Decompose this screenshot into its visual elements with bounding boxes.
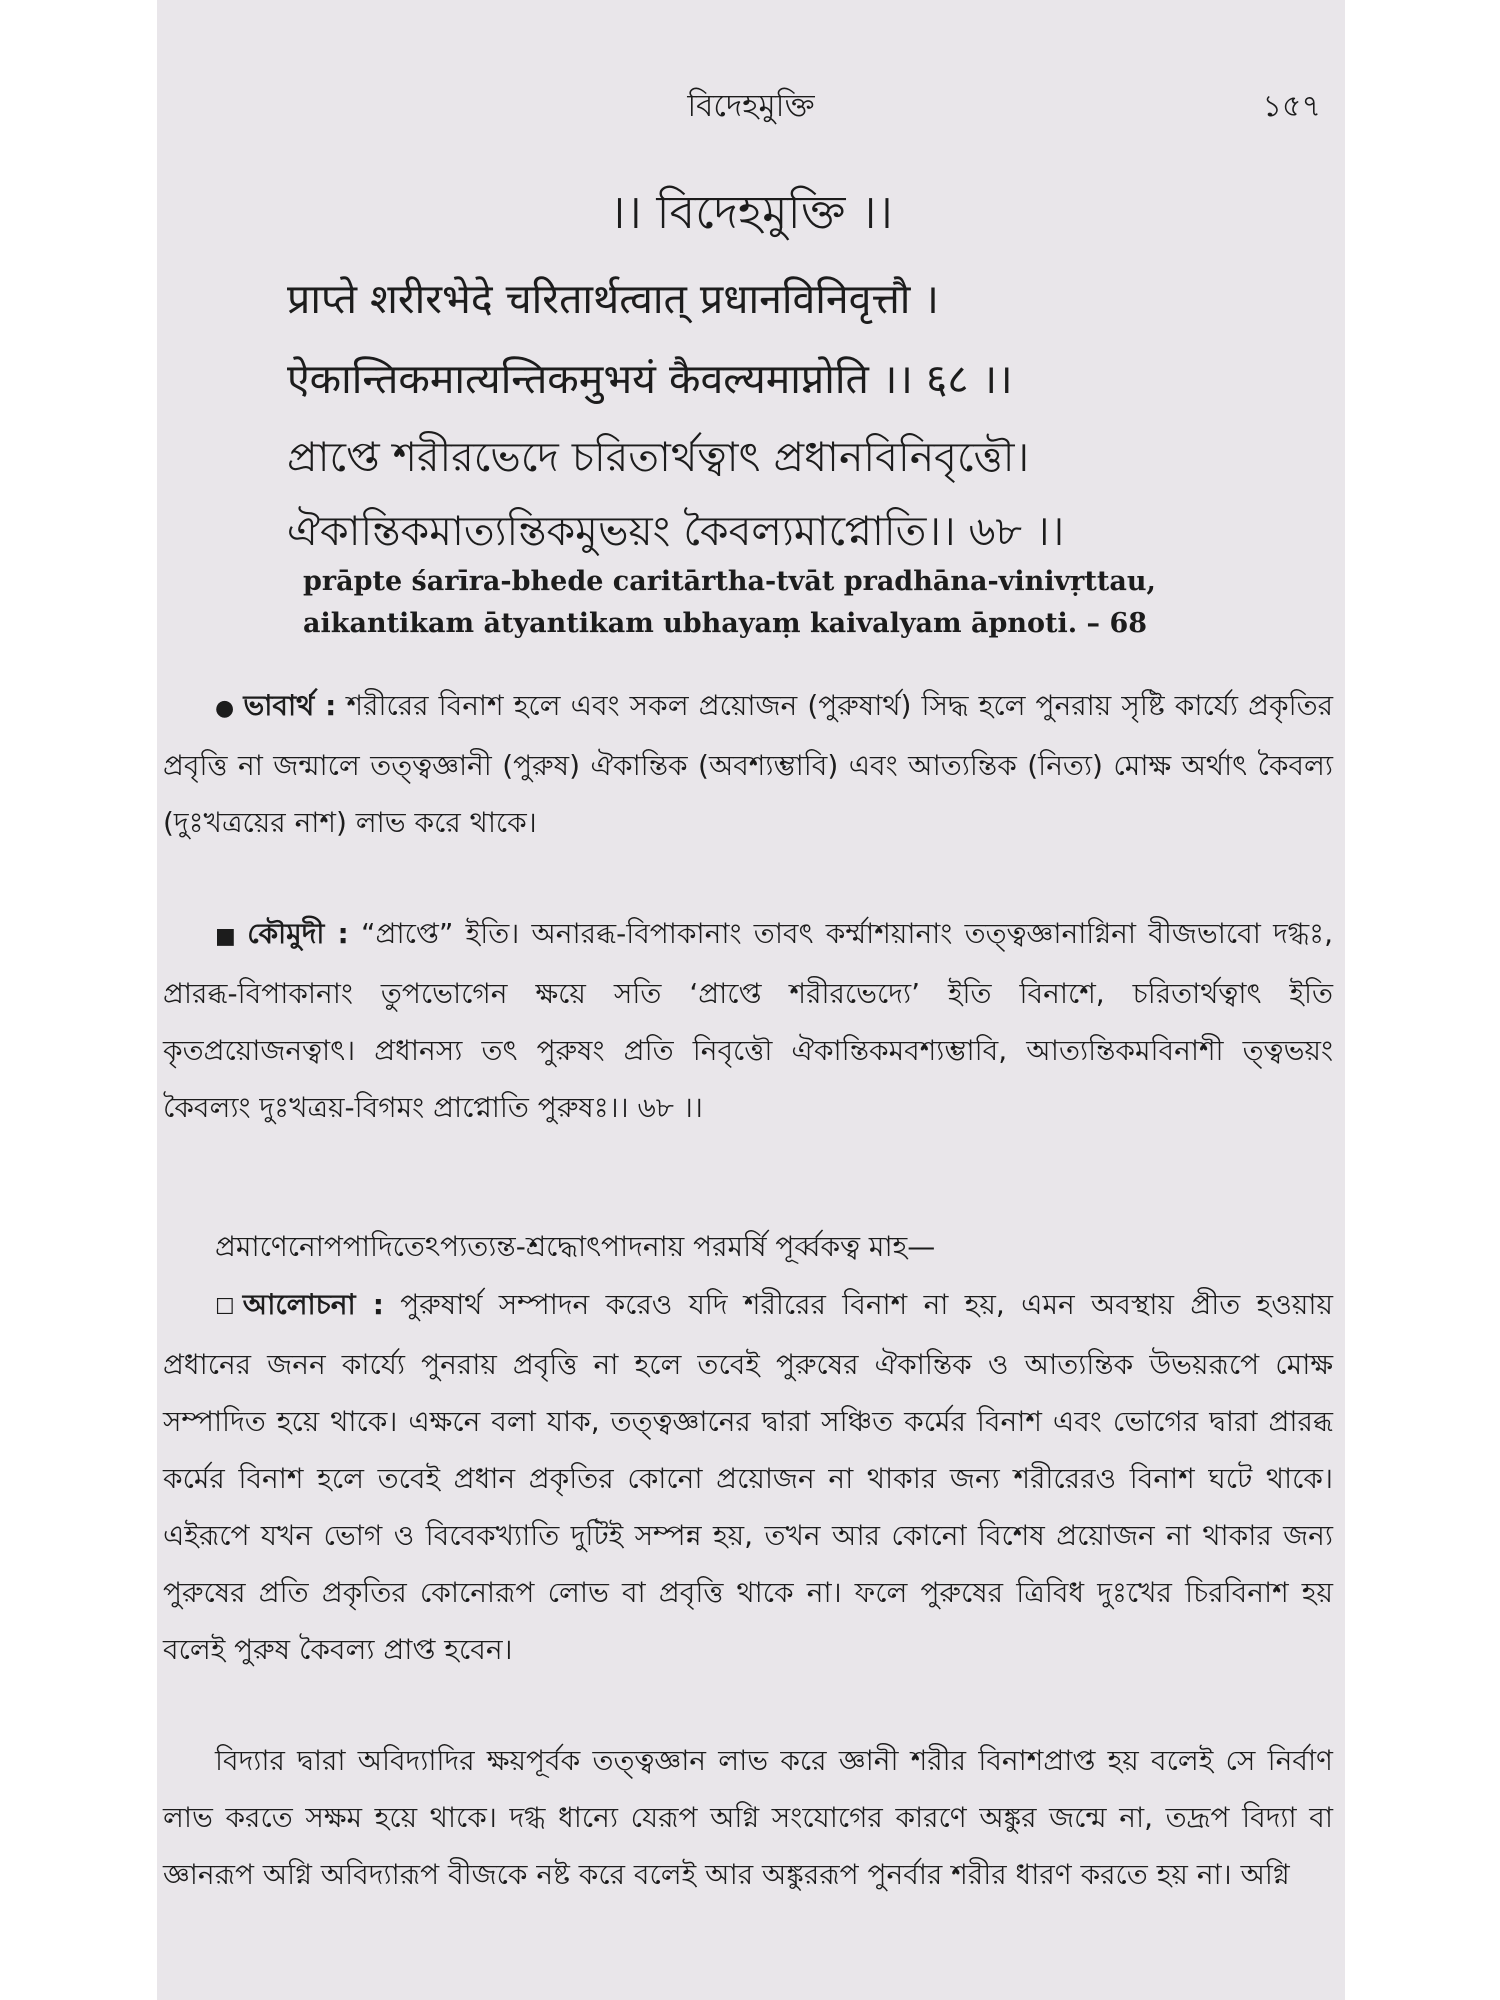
alochana-text: পুরুষার্থ সম্পাদন করেও যদি শরীরের বিনাশ না হয়, এমন অবস্থায় প্রীত হওয়ায় প্রধানের জনন কার্য্যে পুনরায় প্রবৃত্তি না হলে তবেই পুরুষের ঐকান্তিক ও আত্যন্তিক উভয়রূপে মোক্ষ সম্পাদিত হয়ে থাকে। এক্ষনে বলা যাক, তত্ত্বজ্ঞানের দ্বারা সঞ্চিত কর্মের বিনাশ এবং ভোগের দ্বারা প্রারব্ধ কর্মের বিনাশ হলে তবেই প্রধান প্রকৃতির কোনো প্রয়োজন না থাকার জন্য শরীরেরও বিনাশ ঘটে থাকে। এইরূপে যখন ভোগ ও বিবেকখ্যাতি দুটিই সম্পন্ন হয়, তখন আর কোনো বিশেষ প্রয়োজন না থাকার জন্য পুরুষের প্রতি প্রকৃতির কোনোরূপ লোভ বা প্রবৃত্তি থাকে না। ফলে পুরুষের ত্রিবিধ দুঃখের চিরবিনাশ হয় বলেই পুরুষ কৈবল্য প্রাপ্ত হবেন। (163, 1288, 1333, 1666)
bhavartha-paragraph (163, 677, 1333, 851)
verse-bengali-line-1: প্রাপ্তে শরীরভেদে চরিতার্থত্বাৎ প্রধানবিনিবৃত্তৌ। (287, 433, 1030, 481)
bullet-icon: ● (215, 696, 236, 721)
square-bullet-icon: ■ (215, 924, 240, 949)
alochana-label: আলোচনা : (242, 1288, 384, 1321)
verse-devanagari-line-2: ऐकान्तिकमात्यन्तिकमुभयं कैवल्यमाप्नोति ।। ६८ ।। (287, 355, 1013, 403)
page-number: ১৫৭ (1262, 89, 1321, 124)
alochana-paragraph (163, 1276, 1333, 1678)
transliteration-line-1: prāpte śarīra-bhede caritārtha-tvāt pradhāna-vinivṛttau, (303, 566, 1156, 597)
bhavartha-label: ভাবার্থ : (243, 689, 337, 722)
verse-bengali-line-2: ঐকান্তিকমাত্যন্তিকমুভয়ং কৈবল্যমাপ্নোতি।। ৬৮ ।। (287, 507, 1065, 555)
bhavartha-text: শরীরের বিনাশ হলে এবং সকল প্রয়োজন (পুরুষার্থ) সিদ্ধ হলে পুনরায় সৃষ্টি কার্য্যে প্রকৃতির প্রবৃত্তি না জন্মালে তত্ত্বজ্ঞানী (পুরুষ) ঐকান্তিক (অবশ্যম্ভাবি) এবং আত্যন্তিক (নিত্য) মোক্ষ অর্থাৎ কৈবল্য (দুঃখত্রয়ের নাশ) লাভ করে থাকে। (163, 689, 1334, 839)
intro-line: প্রমাণেনোপপাদিতেঽপ্যত্যন্ত-শ্রদ্ধোৎপাদনায় পরমর্ষি পূর্ব্বকত্ব মাহ— (215, 1230, 936, 1263)
section-title: ।। বিদেহমুক্তি ।। (608, 185, 893, 239)
kaumudi-paragraph (163, 905, 1333, 1136)
kaumudi-label: কৌমুদী : (247, 917, 349, 950)
verse-devanagari-line-1: प्राप्ते शरीरभेदे चरितार्थत्वात् प्रधानविनिवृत्तौ । (287, 275, 939, 323)
transliteration-line-2: aikantikam ātyantikam ubhayaṃ kaivalyam āpnoti. – 68 (303, 608, 1148, 639)
kaumudi-text: “প্রাপ্তে” ইতি। অনারব্ধ-বিপাকানাং তাবৎ কর্ম্মাশয়ানাং তত্ত্বজ্ঞানাগ্নিনা বীজভাবো দগ্ধঃ, প্রারব্ধ-বিপাকানাং তুপভোগেন ক্ষয়ে সতি ‘প্রাপ্তে শরীরভেদ্যে’ ইতি বিনাশে, চরিতার্থত্বাৎ ইতি কৃতপ্রয়োজনত্বাৎ। প্রধানস্য তৎ পুরুষং প্রতি নিবৃত্তৌ ঐকান্তিকমবশ্যম্ভাবি, আত্যন্তিকমবিনাশী ত্ত্বভয়ং কৈবল্যং দুঃখত্রয়-বিগমং প্রাপ্নোতি পুরুষঃ।। ৬৮ ।। (163, 917, 1333, 1124)
book-page (157, 0, 1345, 2000)
closing-paragraph: বিদ্যার দ্বারা অবিদ্যাদির ক্ষয়পূর্বক তত্ত্বজ্ঞান লাভ করে জ্ঞানী শরীর বিনাশপ্রাপ্ত হয় বলেই সে নির্বাণ লাভ করতে সক্ষম হয়ে থাকে। দগ্ধ ধান্যে যেরূপ অগ্নি সংযোগের কারণে অঙ্কুর জন্মে না, তদ্রূপ বিদ্যা বা জ্ঞানরূপ অগ্নি অবিদ্যারূপ বীজকে নষ্ট করে বলেই আর অঙ্কুররূপ পুনর্বার শরীর ধারণ করতে হয় না। অগ্নি (163, 1744, 1333, 1891)
checkbox-bullet-icon: ☐ (215, 1295, 235, 1320)
running-header: বিদেহমুক্তি (687, 88, 815, 124)
